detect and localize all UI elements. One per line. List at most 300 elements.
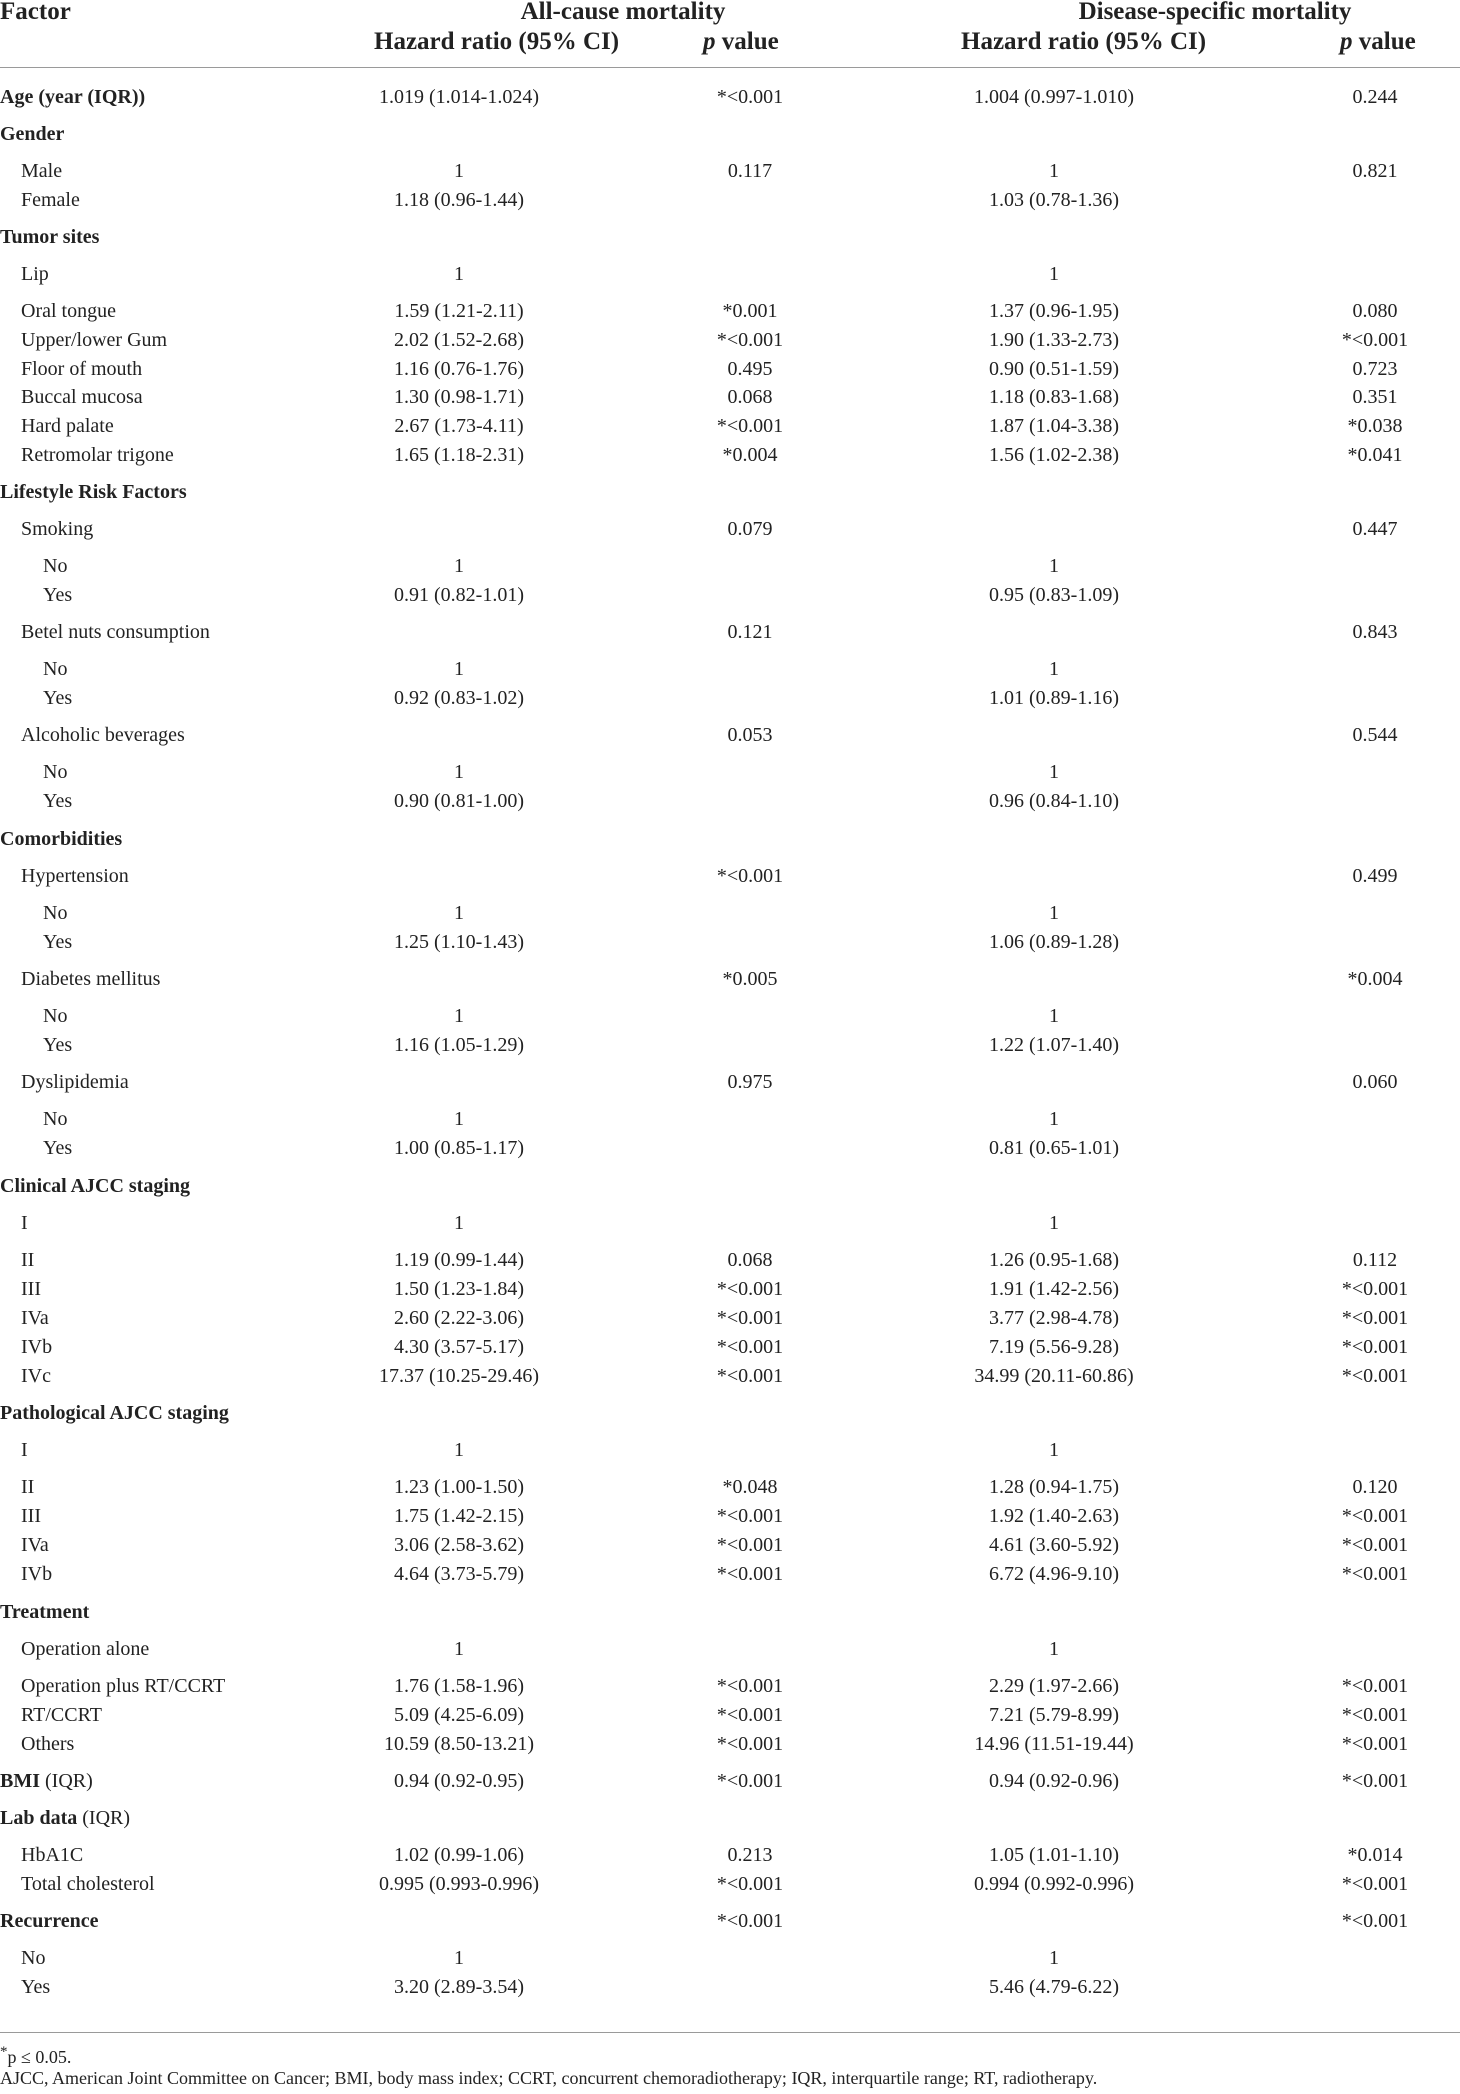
disease-specific-p-cell: *0.004 bbox=[1347, 968, 1403, 990]
all-cause-p-cell: *<0.001 bbox=[716, 1704, 784, 1726]
all-cause-p-cell: *<0.001 bbox=[716, 1365, 784, 1387]
table-row bbox=[0, 1841, 1460, 1870]
all-cause-hr-cell: 2.67 (1.73-4.11) bbox=[394, 415, 524, 437]
table-row bbox=[0, 655, 1460, 684]
all-cause-p-cell: *<0.001 bbox=[716, 1910, 784, 1932]
disease-specific-p-cell: *<0.001 bbox=[1341, 1675, 1409, 1697]
disease-specific-hr-cell: 1 bbox=[1049, 1108, 1059, 1130]
disease-specific-p-cell: 0.244 bbox=[1352, 86, 1398, 108]
table-row bbox=[0, 1399, 1460, 1428]
disease-specific-hr-cell: 1.26 (0.95-1.68) bbox=[989, 1249, 1119, 1271]
all-cause-p-cell: 0.079 bbox=[727, 518, 773, 540]
factor-cell bbox=[21, 1531, 49, 1560]
all-cause-hr-cell: 3.06 (2.58-3.62) bbox=[394, 1534, 524, 1556]
factor-cell bbox=[43, 899, 67, 928]
disease-specific-p-cell: *<0.001 bbox=[1341, 1278, 1409, 1300]
all-cause-p-cell: *<0.001 bbox=[716, 1278, 784, 1300]
disease-specific-p-cell: 0.499 bbox=[1352, 865, 1398, 887]
table-row bbox=[0, 157, 1460, 186]
disease-specific-p-cell: 0.821 bbox=[1352, 160, 1398, 182]
disease-specific-p-cell: *0.014 bbox=[1347, 1844, 1403, 1866]
factor-cell bbox=[21, 1436, 28, 1465]
disease-specific-hr-cell: 5.46 (4.79-6.22) bbox=[989, 1976, 1119, 1998]
disease-specific-p-cell: 0.060 bbox=[1352, 1071, 1398, 1093]
table-row bbox=[0, 186, 1460, 215]
all-cause-hr-cell: 1.30 (0.98-1.71) bbox=[394, 386, 524, 408]
factor-cell bbox=[0, 1172, 190, 1201]
disease-specific-hr-cell: 1 bbox=[1049, 1638, 1059, 1660]
disease-specific-p-cell: *<0.001 bbox=[1341, 329, 1409, 351]
factor-cell bbox=[21, 1730, 74, 1759]
factor-cell bbox=[21, 1209, 28, 1238]
disease-specific-p-cell: *<0.001 bbox=[1341, 1505, 1409, 1527]
p-rest-1: value bbox=[715, 28, 779, 55]
footnote-sig-text: p ≤ 0.05. bbox=[7, 2047, 72, 2067]
factor-cell bbox=[0, 1907, 98, 1936]
table-row bbox=[0, 684, 1460, 713]
factor-suffix: (IQR) bbox=[77, 1807, 131, 1829]
factor-cell bbox=[0, 1399, 229, 1428]
disease-specific-p-cell: *<0.001 bbox=[1341, 1563, 1409, 1585]
all-cause-p-cell: *<0.001 bbox=[716, 1733, 784, 1755]
footnote-star: * bbox=[0, 2044, 8, 2060]
factor-label: III bbox=[21, 1278, 41, 1300]
disease-specific-p-cell: *<0.001 bbox=[1341, 1910, 1409, 1932]
factor-label: Alcoholic beverages bbox=[21, 724, 185, 746]
factor-cell bbox=[21, 1701, 102, 1730]
disease-specific-hr-cell: 1.37 (0.96-1.95) bbox=[989, 300, 1119, 322]
factor-label: Operation alone bbox=[21, 1638, 150, 1660]
factor-label: Hypertension bbox=[21, 865, 129, 887]
all-cause-hr-cell: 1.16 (1.05-1.29) bbox=[394, 1034, 524, 1056]
factor-label: I bbox=[21, 1439, 28, 1461]
factor-cell bbox=[21, 1304, 49, 1333]
factor-label: Clinical AJCC staging bbox=[0, 1175, 191, 1197]
disease-specific-hr-cell: 0.96 (0.84-1.10) bbox=[989, 790, 1119, 812]
disease-specific-hr-cell: 7.19 (5.56-9.28) bbox=[989, 1336, 1119, 1358]
disease-specific-hr-cell: 7.21 (5.79-8.99) bbox=[989, 1704, 1119, 1726]
all-cause-p-cell: 0.068 bbox=[727, 386, 773, 408]
disease-specific-p-cell: *0.041 bbox=[1347, 444, 1403, 466]
all-cause-hr-cell: 1.02 (0.99-1.06) bbox=[394, 1844, 524, 1866]
table-row bbox=[0, 1701, 1460, 1730]
factor-label: III bbox=[21, 1505, 41, 1527]
all-cause-hr-cell: 1 bbox=[454, 902, 464, 924]
factor-cell bbox=[0, 1804, 130, 1833]
all-cause-hr-cell: 1 bbox=[454, 263, 464, 285]
factor-label: Yes bbox=[43, 687, 73, 709]
factor-suffix: (IQR) bbox=[40, 1770, 93, 1792]
bottom-rule bbox=[0, 2032, 1460, 2033]
all-cause-p-cell: *<0.001 bbox=[716, 329, 784, 351]
factor-cell bbox=[21, 326, 167, 355]
factor-label: II bbox=[21, 1476, 35, 1498]
table-row bbox=[0, 1767, 1460, 1796]
factor-cell bbox=[21, 412, 114, 441]
factor-label: No bbox=[43, 658, 68, 680]
factor-label: Lip bbox=[21, 263, 49, 285]
disease-specific-hr-cell: 34.99 (20.11-60.86) bbox=[974, 1365, 1134, 1387]
factor-header: Factor bbox=[0, 0, 71, 25]
table-row bbox=[0, 1502, 1460, 1531]
factor-label: No bbox=[43, 761, 68, 783]
all-cause-p-cell: 0.213 bbox=[727, 1844, 773, 1866]
factor-cell bbox=[0, 120, 64, 149]
all-cause-p-cell: *<0.001 bbox=[716, 1336, 784, 1358]
factor-cell bbox=[43, 581, 72, 610]
table-row bbox=[0, 862, 1460, 891]
significance-footnote bbox=[0, 2040, 71, 2069]
table-row bbox=[0, 928, 1460, 957]
table-row bbox=[0, 787, 1460, 816]
factor-label: Lifestyle Risk Factors bbox=[0, 481, 187, 503]
factor-label: Recurrence bbox=[0, 1910, 99, 1932]
disease-specific-p-cell: *<0.001 bbox=[1341, 1336, 1409, 1358]
factor-label: I bbox=[21, 1212, 28, 1234]
table-row bbox=[0, 1068, 1460, 1097]
disease-specific-hr-cell: 4.61 (3.60-5.92) bbox=[989, 1534, 1119, 1556]
disease-specific-hr-cell: 1.18 (0.83-1.68) bbox=[989, 386, 1119, 408]
factor-cell bbox=[0, 223, 99, 252]
table-row bbox=[0, 1730, 1460, 1759]
disease-specific-hr-cell: 1.01 (0.89-1.16) bbox=[989, 687, 1119, 709]
table-row bbox=[0, 1002, 1460, 1031]
factor-cell bbox=[21, 1362, 51, 1391]
table-row bbox=[0, 120, 1460, 149]
all-cause-hr-cell: 1 bbox=[454, 1212, 464, 1234]
disease-specific-hr-cell: 1.03 (0.78-1.36) bbox=[989, 189, 1119, 211]
factor-label: Yes bbox=[43, 584, 73, 606]
table-row bbox=[0, 478, 1460, 507]
factor-cell bbox=[21, 157, 62, 186]
factor-cell bbox=[21, 1635, 149, 1664]
all-cause-hr-cell: 3.20 (2.89-3.54) bbox=[394, 1976, 524, 1998]
disease-specific-p-cell: 0.351 bbox=[1352, 386, 1398, 408]
factor-label: Dyslipidemia bbox=[21, 1071, 129, 1093]
table-row bbox=[0, 1275, 1460, 1304]
disease-specific-group-header: Disease-specific mortality bbox=[1078, 0, 1352, 25]
disease-specific-p-cell: *<0.001 bbox=[1341, 1365, 1409, 1387]
factor-cell bbox=[21, 355, 142, 384]
all-cause-p-cell: *<0.001 bbox=[716, 1675, 784, 1697]
all-cause-hr-cell: 1.76 (1.58-1.96) bbox=[394, 1675, 524, 1697]
factor-label: Yes bbox=[43, 1034, 73, 1056]
all-cause-hr-cell: 2.02 (1.52-2.68) bbox=[394, 329, 524, 351]
factor-cell bbox=[21, 1841, 83, 1870]
all-cause-hr-cell: 1 bbox=[454, 1638, 464, 1660]
p-italic-1: p bbox=[703, 28, 716, 55]
disease-specific-hr-cell: 1.56 (1.02-2.38) bbox=[989, 444, 1119, 466]
table-row bbox=[0, 441, 1460, 470]
disease-specific-p-cell: *<0.001 bbox=[1341, 1770, 1409, 1792]
factor-cell bbox=[21, 1473, 34, 1502]
all-cause-p-cell: *<0.001 bbox=[716, 415, 784, 437]
table-row bbox=[0, 758, 1460, 787]
all-cause-hr-cell: 1.65 (1.18-2.31) bbox=[394, 444, 524, 466]
factor-cell bbox=[43, 787, 72, 816]
table-row bbox=[0, 618, 1460, 647]
table-row bbox=[0, 223, 1460, 252]
table-row bbox=[0, 1635, 1460, 1664]
disease-specific-p-cell: *<0.001 bbox=[1341, 1307, 1409, 1329]
factor-label: No bbox=[43, 1005, 68, 1027]
all-cause-p-cell: *0.004 bbox=[722, 444, 778, 466]
disease-specific-hr-cell: 1 bbox=[1049, 555, 1059, 577]
all-cause-p-cell: *<0.001 bbox=[716, 1307, 784, 1329]
disease-specific-hr-cell: 1 bbox=[1049, 263, 1059, 285]
all-cause-hr-cell: 17.37 (10.25-29.46) bbox=[379, 1365, 539, 1387]
factor-cell bbox=[43, 928, 72, 957]
factor-label: Yes bbox=[21, 1976, 51, 1998]
disease-specific-hr-cell: 2.29 (1.97-2.66) bbox=[989, 1675, 1119, 1697]
all-cause-group-header: All-cause mortality bbox=[520, 0, 726, 25]
factor-cell bbox=[21, 721, 185, 750]
factor-label: No bbox=[43, 1108, 68, 1130]
all-cause-hr-cell: 4.64 (3.73-5.79) bbox=[394, 1563, 524, 1585]
all-cause-hr-cell: 1 bbox=[454, 1108, 464, 1130]
disease-specific-hr-cell: 0.90 (0.51-1.59) bbox=[989, 358, 1119, 380]
table-row bbox=[0, 297, 1460, 326]
factor-label: Pathological AJCC staging bbox=[0, 1402, 229, 1424]
table-row bbox=[0, 1672, 1460, 1701]
factor-cell bbox=[21, 965, 160, 994]
disease-specific-p-cell: 0.112 bbox=[1352, 1249, 1398, 1271]
table-row bbox=[0, 1304, 1460, 1333]
factor-cell bbox=[0, 83, 145, 112]
factor-cell bbox=[43, 1134, 72, 1163]
hr-header-2: Hazard ratio (95% CI) bbox=[961, 28, 1207, 55]
p-header-2 bbox=[1340, 27, 1416, 57]
factor-label: Age (year (IQR)) bbox=[0, 86, 146, 108]
table-row bbox=[0, 1134, 1460, 1163]
all-cause-hr-cell: 1 bbox=[454, 658, 464, 680]
disease-specific-hr-cell: 1 bbox=[1049, 902, 1059, 924]
table-row bbox=[0, 1436, 1460, 1465]
factor-label: Female bbox=[21, 189, 80, 211]
all-cause-p-cell: *<0.001 bbox=[716, 1873, 784, 1895]
factor-cell bbox=[43, 1002, 67, 1031]
factor-cell bbox=[21, 1333, 52, 1362]
factor-label: Comorbidities bbox=[0, 828, 123, 850]
factor-cell bbox=[21, 862, 129, 891]
factor-label: Lab data bbox=[0, 1807, 78, 1829]
factor-cell bbox=[21, 441, 174, 470]
p-rest-2: value bbox=[1352, 28, 1416, 55]
factor-cell bbox=[43, 655, 67, 684]
all-cause-p-cell: 0.053 bbox=[727, 724, 773, 746]
all-cause-hr-cell: 1 bbox=[454, 1947, 464, 1969]
all-cause-p-cell: *<0.001 bbox=[716, 865, 784, 887]
hr-header-1: Hazard ratio (95% CI) bbox=[374, 28, 620, 55]
all-cause-hr-cell: 1.16 (0.76-1.76) bbox=[394, 358, 524, 380]
factor-cell bbox=[0, 1598, 89, 1627]
all-cause-hr-cell: 1 bbox=[454, 555, 464, 577]
factor-label: No bbox=[21, 1947, 46, 1969]
table-row bbox=[0, 1598, 1460, 1627]
factor-cell bbox=[21, 618, 210, 647]
all-cause-hr-cell: 1.00 (0.85-1.17) bbox=[394, 1137, 524, 1159]
table-row bbox=[0, 1362, 1460, 1391]
factor-cell bbox=[21, 1672, 225, 1701]
all-cause-hr-cell: 1 bbox=[454, 160, 464, 182]
all-cause-hr-cell: 2.60 (2.22-3.06) bbox=[394, 1307, 524, 1329]
table-row bbox=[0, 1907, 1460, 1936]
abbreviation-footnote: AJCC, American Joint Committee on Cancer; BMI, body mass index; CCRT, concurrent chemoradiotherapy; IQR, interquartile range; RT, radiotherapy. bbox=[0, 2068, 1098, 2088]
factor-label: IVb bbox=[21, 1563, 53, 1585]
p-header-1 bbox=[703, 27, 779, 57]
all-cause-hr-cell: 1.75 (1.42-2.15) bbox=[394, 1505, 524, 1527]
disease-specific-hr-cell: 3.77 (2.98-4.78) bbox=[989, 1307, 1119, 1329]
factor-label: Gender bbox=[0, 123, 65, 145]
table-row bbox=[0, 1870, 1460, 1899]
all-cause-p-cell: *0.001 bbox=[722, 300, 778, 322]
disease-specific-hr-cell: 0.94 (0.92-0.96) bbox=[989, 1770, 1119, 1792]
table-row bbox=[0, 1473, 1460, 1502]
disease-specific-p-cell: 0.544 bbox=[1352, 724, 1398, 746]
factor-cell bbox=[0, 478, 187, 507]
disease-specific-hr-cell: 1.06 (0.89-1.28) bbox=[989, 931, 1119, 953]
all-cause-p-cell: *<0.001 bbox=[716, 86, 784, 108]
all-cause-hr-cell: 0.92 (0.83-1.02) bbox=[394, 687, 524, 709]
factor-cell bbox=[43, 1031, 72, 1060]
factor-cell bbox=[21, 1502, 41, 1531]
table-row bbox=[0, 825, 1460, 854]
factor-label: Others bbox=[21, 1733, 75, 1755]
factor-label: Oral tongue bbox=[21, 300, 116, 322]
table-row bbox=[0, 1944, 1460, 1973]
disease-specific-p-cell: 0.723 bbox=[1352, 358, 1398, 380]
all-cause-hr-cell: 1 bbox=[454, 1005, 464, 1027]
factor-label: IVa bbox=[21, 1307, 49, 1329]
all-cause-hr-cell: 0.90 (0.81-1.00) bbox=[394, 790, 524, 812]
disease-specific-hr-cell: 1 bbox=[1049, 761, 1059, 783]
disease-specific-hr-cell: 1 bbox=[1049, 1212, 1059, 1234]
factor-cell bbox=[43, 758, 67, 787]
table-row bbox=[0, 1973, 1460, 2002]
factor-label: RT/CCRT bbox=[21, 1704, 102, 1726]
all-cause-p-cell: *0.005 bbox=[722, 968, 778, 990]
factor-label: Male bbox=[21, 160, 63, 182]
factor-label: Diabetes mellitus bbox=[21, 968, 161, 990]
all-cause-hr-cell: 0.995 (0.993-0.996) bbox=[379, 1873, 539, 1895]
disease-specific-hr-cell: 1 bbox=[1049, 160, 1059, 182]
factor-cell bbox=[21, 1944, 45, 1973]
factor-cell bbox=[21, 1973, 50, 2002]
factor-cell bbox=[21, 186, 80, 215]
factor-label: No bbox=[43, 555, 68, 577]
all-cause-p-cell: *<0.001 bbox=[716, 1505, 784, 1527]
factor-label: Upper/lower Gum bbox=[21, 329, 168, 351]
p-italic-2: p bbox=[1340, 28, 1353, 55]
all-cause-hr-cell: 1.50 (1.23-1.84) bbox=[394, 1278, 524, 1300]
disease-specific-hr-cell: 1.90 (1.33-2.73) bbox=[989, 329, 1119, 351]
table-row bbox=[0, 412, 1460, 441]
table-row bbox=[0, 721, 1460, 750]
factor-cell bbox=[21, 260, 49, 289]
factor-label: Tumor sites bbox=[0, 226, 100, 248]
all-cause-p-cell: 0.495 bbox=[727, 358, 773, 380]
all-cause-hr-cell: 0.94 (0.92-0.95) bbox=[394, 1770, 524, 1792]
factor-label: II bbox=[21, 1249, 35, 1271]
all-cause-hr-cell: 1.19 (0.99-1.44) bbox=[394, 1249, 524, 1271]
disease-specific-p-cell: 0.120 bbox=[1352, 1476, 1398, 1498]
all-cause-p-cell: 0.975 bbox=[727, 1071, 773, 1093]
table-row bbox=[0, 581, 1460, 610]
factor-cell bbox=[0, 825, 122, 854]
table-row bbox=[0, 83, 1460, 112]
factor-cell bbox=[21, 1275, 41, 1304]
disease-specific-hr-cell: 1.22 (1.07-1.40) bbox=[989, 1034, 1119, 1056]
all-cause-p-cell: 0.068 bbox=[727, 1249, 773, 1271]
all-cause-hr-cell: 0.91 (0.82-1.01) bbox=[394, 584, 524, 606]
factor-label: IVc bbox=[21, 1365, 51, 1387]
table-row bbox=[0, 1246, 1460, 1275]
disease-specific-p-cell: *<0.001 bbox=[1341, 1534, 1409, 1556]
disease-specific-hr-cell: 1.004 (0.997-1.010) bbox=[974, 86, 1134, 108]
factor-label: Yes bbox=[43, 790, 73, 812]
factor-label: Floor of mouth bbox=[21, 358, 143, 380]
table-row bbox=[0, 1560, 1460, 1589]
table-row bbox=[0, 965, 1460, 994]
all-cause-hr-cell: 1 bbox=[454, 1439, 464, 1461]
table-row bbox=[0, 899, 1460, 928]
all-cause-hr-cell: 1.019 (1.014-1.024) bbox=[379, 86, 539, 108]
factor-label: Retromolar trigone bbox=[21, 444, 174, 466]
table-row bbox=[0, 1105, 1460, 1134]
disease-specific-p-cell: *<0.001 bbox=[1341, 1704, 1409, 1726]
all-cause-p-cell: *<0.001 bbox=[716, 1534, 784, 1556]
all-cause-p-cell: 0.117 bbox=[727, 160, 773, 182]
factor-cell bbox=[21, 515, 93, 544]
disease-specific-hr-cell: 0.95 (0.83-1.09) bbox=[989, 584, 1119, 606]
table-header bbox=[0, 0, 1460, 68]
factor-label: Betel nuts consumption bbox=[21, 621, 210, 643]
disease-specific-p-cell: 0.843 bbox=[1352, 621, 1398, 643]
factor-label: Buccal mucosa bbox=[21, 386, 143, 408]
disease-specific-hr-cell: 1 bbox=[1049, 1005, 1059, 1027]
factor-label: IVb bbox=[21, 1336, 53, 1358]
all-cause-hr-cell: 1.59 (1.21-2.11) bbox=[394, 300, 524, 322]
disease-specific-p-cell: *0.038 bbox=[1347, 415, 1403, 437]
all-cause-hr-cell: 1 bbox=[454, 761, 464, 783]
disease-specific-hr-cell: 1.87 (1.04-3.38) bbox=[989, 415, 1119, 437]
table-row bbox=[0, 1531, 1460, 1560]
disease-specific-p-cell: 0.447 bbox=[1352, 518, 1398, 540]
disease-specific-hr-cell: 1.92 (1.40-2.63) bbox=[989, 1505, 1119, 1527]
table-row bbox=[0, 326, 1460, 355]
disease-specific-p-cell: 0.080 bbox=[1352, 300, 1398, 322]
table-row bbox=[0, 355, 1460, 384]
disease-specific-hr-cell: 0.994 (0.992-0.996) bbox=[974, 1873, 1134, 1895]
factor-cell bbox=[21, 383, 143, 412]
disease-specific-hr-cell: 1.28 (0.94-1.75) bbox=[989, 1476, 1119, 1498]
disease-specific-p-cell: *<0.001 bbox=[1341, 1873, 1409, 1895]
factor-label: Smoking bbox=[21, 518, 94, 540]
table-row bbox=[0, 1333, 1460, 1362]
factor-label: HbA1C bbox=[21, 1844, 84, 1866]
table-row bbox=[0, 260, 1460, 289]
table-row bbox=[0, 1172, 1460, 1201]
disease-specific-hr-cell: 1 bbox=[1049, 1439, 1059, 1461]
factor-cell bbox=[0, 1767, 93, 1796]
all-cause-hr-cell: 1.25 (1.10-1.43) bbox=[394, 931, 524, 953]
table-row bbox=[0, 1031, 1460, 1060]
all-cause-hr-cell: 10.59 (8.50-13.21) bbox=[384, 1733, 534, 1755]
factor-cell bbox=[43, 552, 67, 581]
factor-label: IVa bbox=[21, 1534, 49, 1556]
table-row bbox=[0, 1209, 1460, 1238]
disease-specific-hr-cell: 6.72 (4.96-9.10) bbox=[989, 1563, 1119, 1585]
